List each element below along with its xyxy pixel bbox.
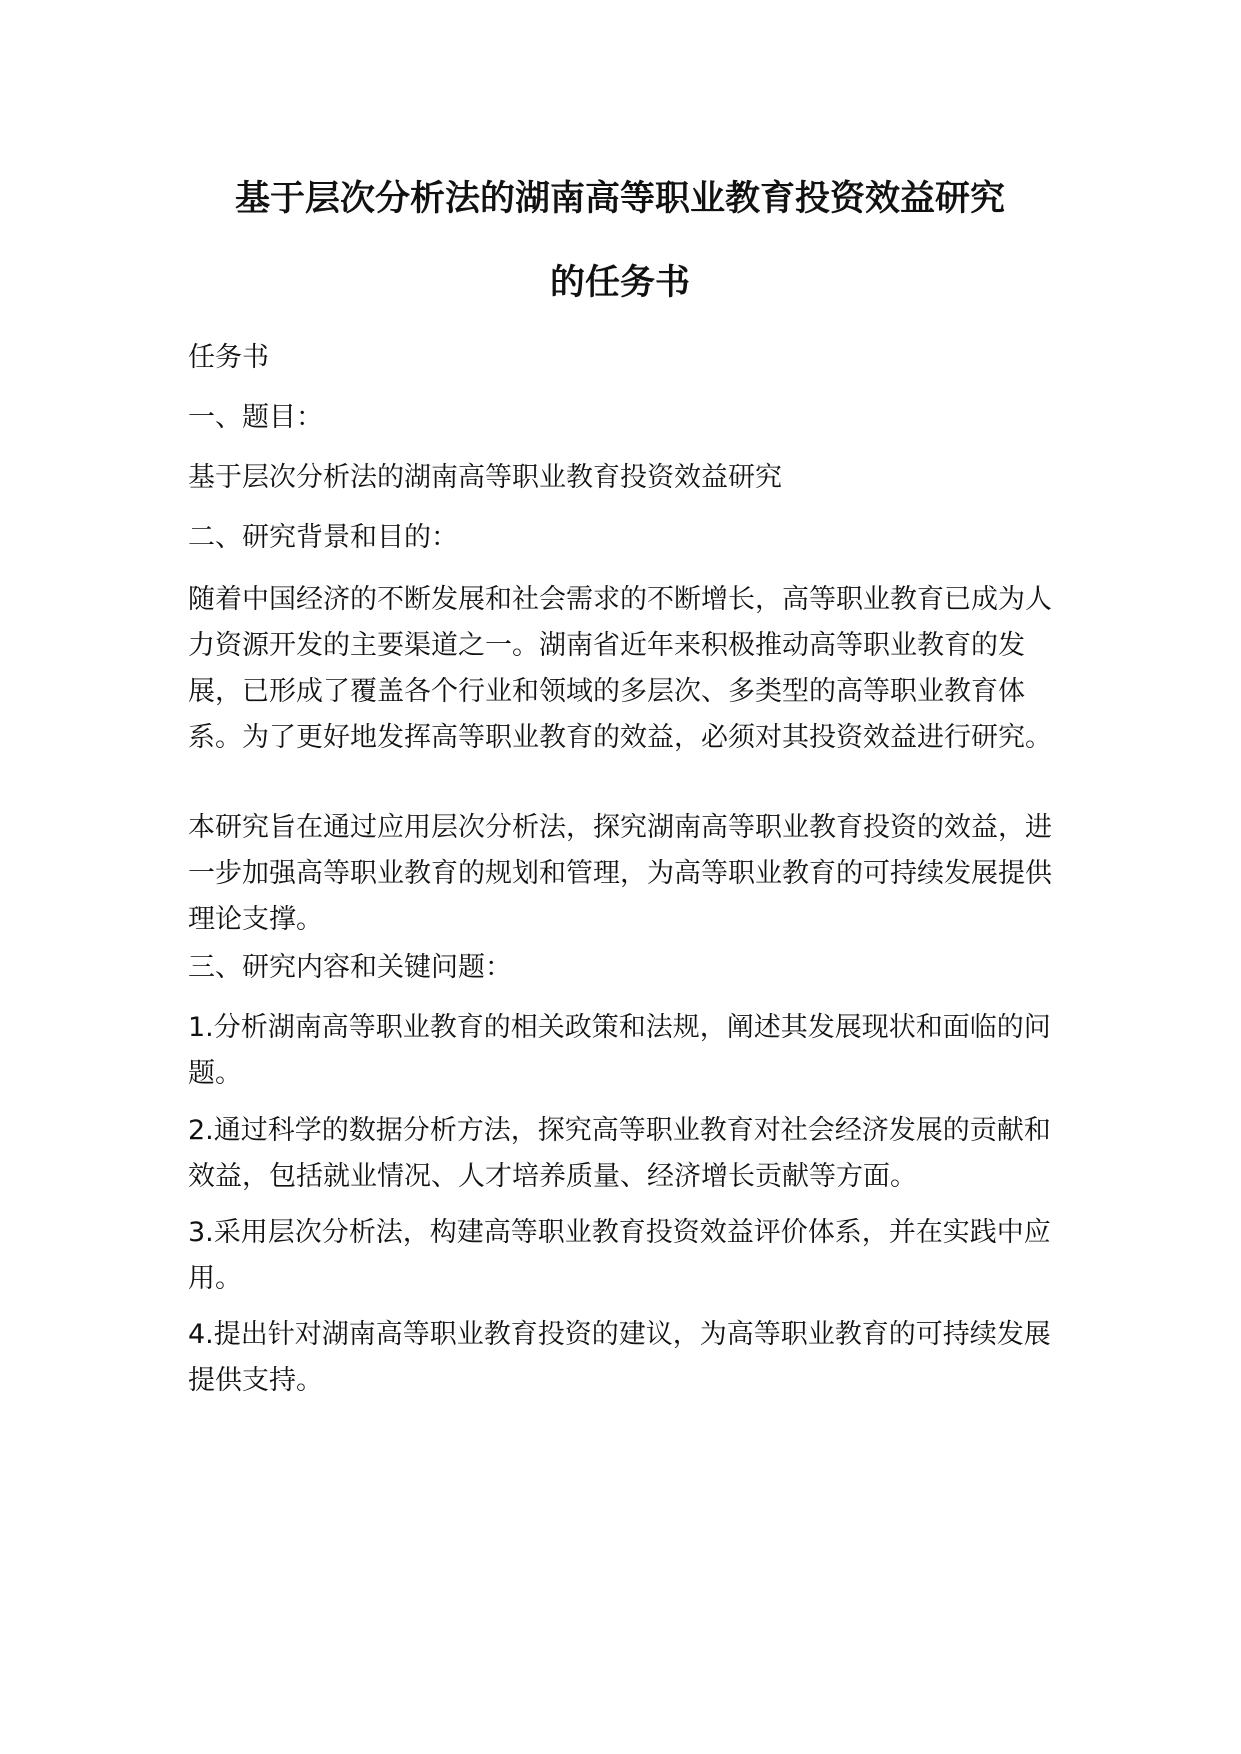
section-2-paragraph-2: 本研究旨在通过应用层次分析法，探究湖南高等职业教育投资的效益，进一步加强高等职业教育的规划和管理，为高等职业教育的可持续发展提供理论支撑。 (188, 812, 1052, 935)
list-item-3: 3.采用层次分析法，构建高等职业教育投资效益评价体系，并在实践中应用。 (188, 1217, 1051, 1294)
document-title-line-1: 基于层次分析法的湖南高等职业教育投资效益研究 (234, 179, 1005, 219)
list-item-2: 2.通过科学的数据分析方法，探究高等职业教育对社会经济发展的贡献和效益，包括就业情况、人才培养质量、经济增长贡献等方面。 (188, 1115, 1051, 1192)
task-label: 任务书 (188, 342, 269, 373)
section-3-heading: 三、研究内容和关键问题： (188, 952, 512, 983)
section-1-heading: 一、题目： (188, 402, 323, 433)
section-1-text: 基于层次分析法的湖南高等职业教育投资效益研究 (188, 462, 782, 493)
list-item-1: 1.分析湖南高等职业教育的相关政策和法规，阐述其发展现状和面临的问题。 (188, 1012, 1051, 1089)
section-2-heading: 二、研究背景和目的： (188, 522, 458, 553)
document-title-line-2: 的任务书 (549, 263, 690, 303)
list-item-4: 4.提出针对湖南高等职业教育投资的建议，为高等职业教育的可持续发展提供支持。 (188, 1319, 1051, 1396)
section-2-paragraph-1: 随着中国经济的不断发展和社会需求的不断增长，高等职业教育已成为人力资源开发的主要渠道之一。湖南省近年来积极推动高等职业教育的发展，已形成了覆盖各个行业和领域的多层次、多类型的高等职业教育体系。为了更好地发挥高等职业教育的效益，必须对其投资效益进行研究。 (188, 584, 1052, 753)
